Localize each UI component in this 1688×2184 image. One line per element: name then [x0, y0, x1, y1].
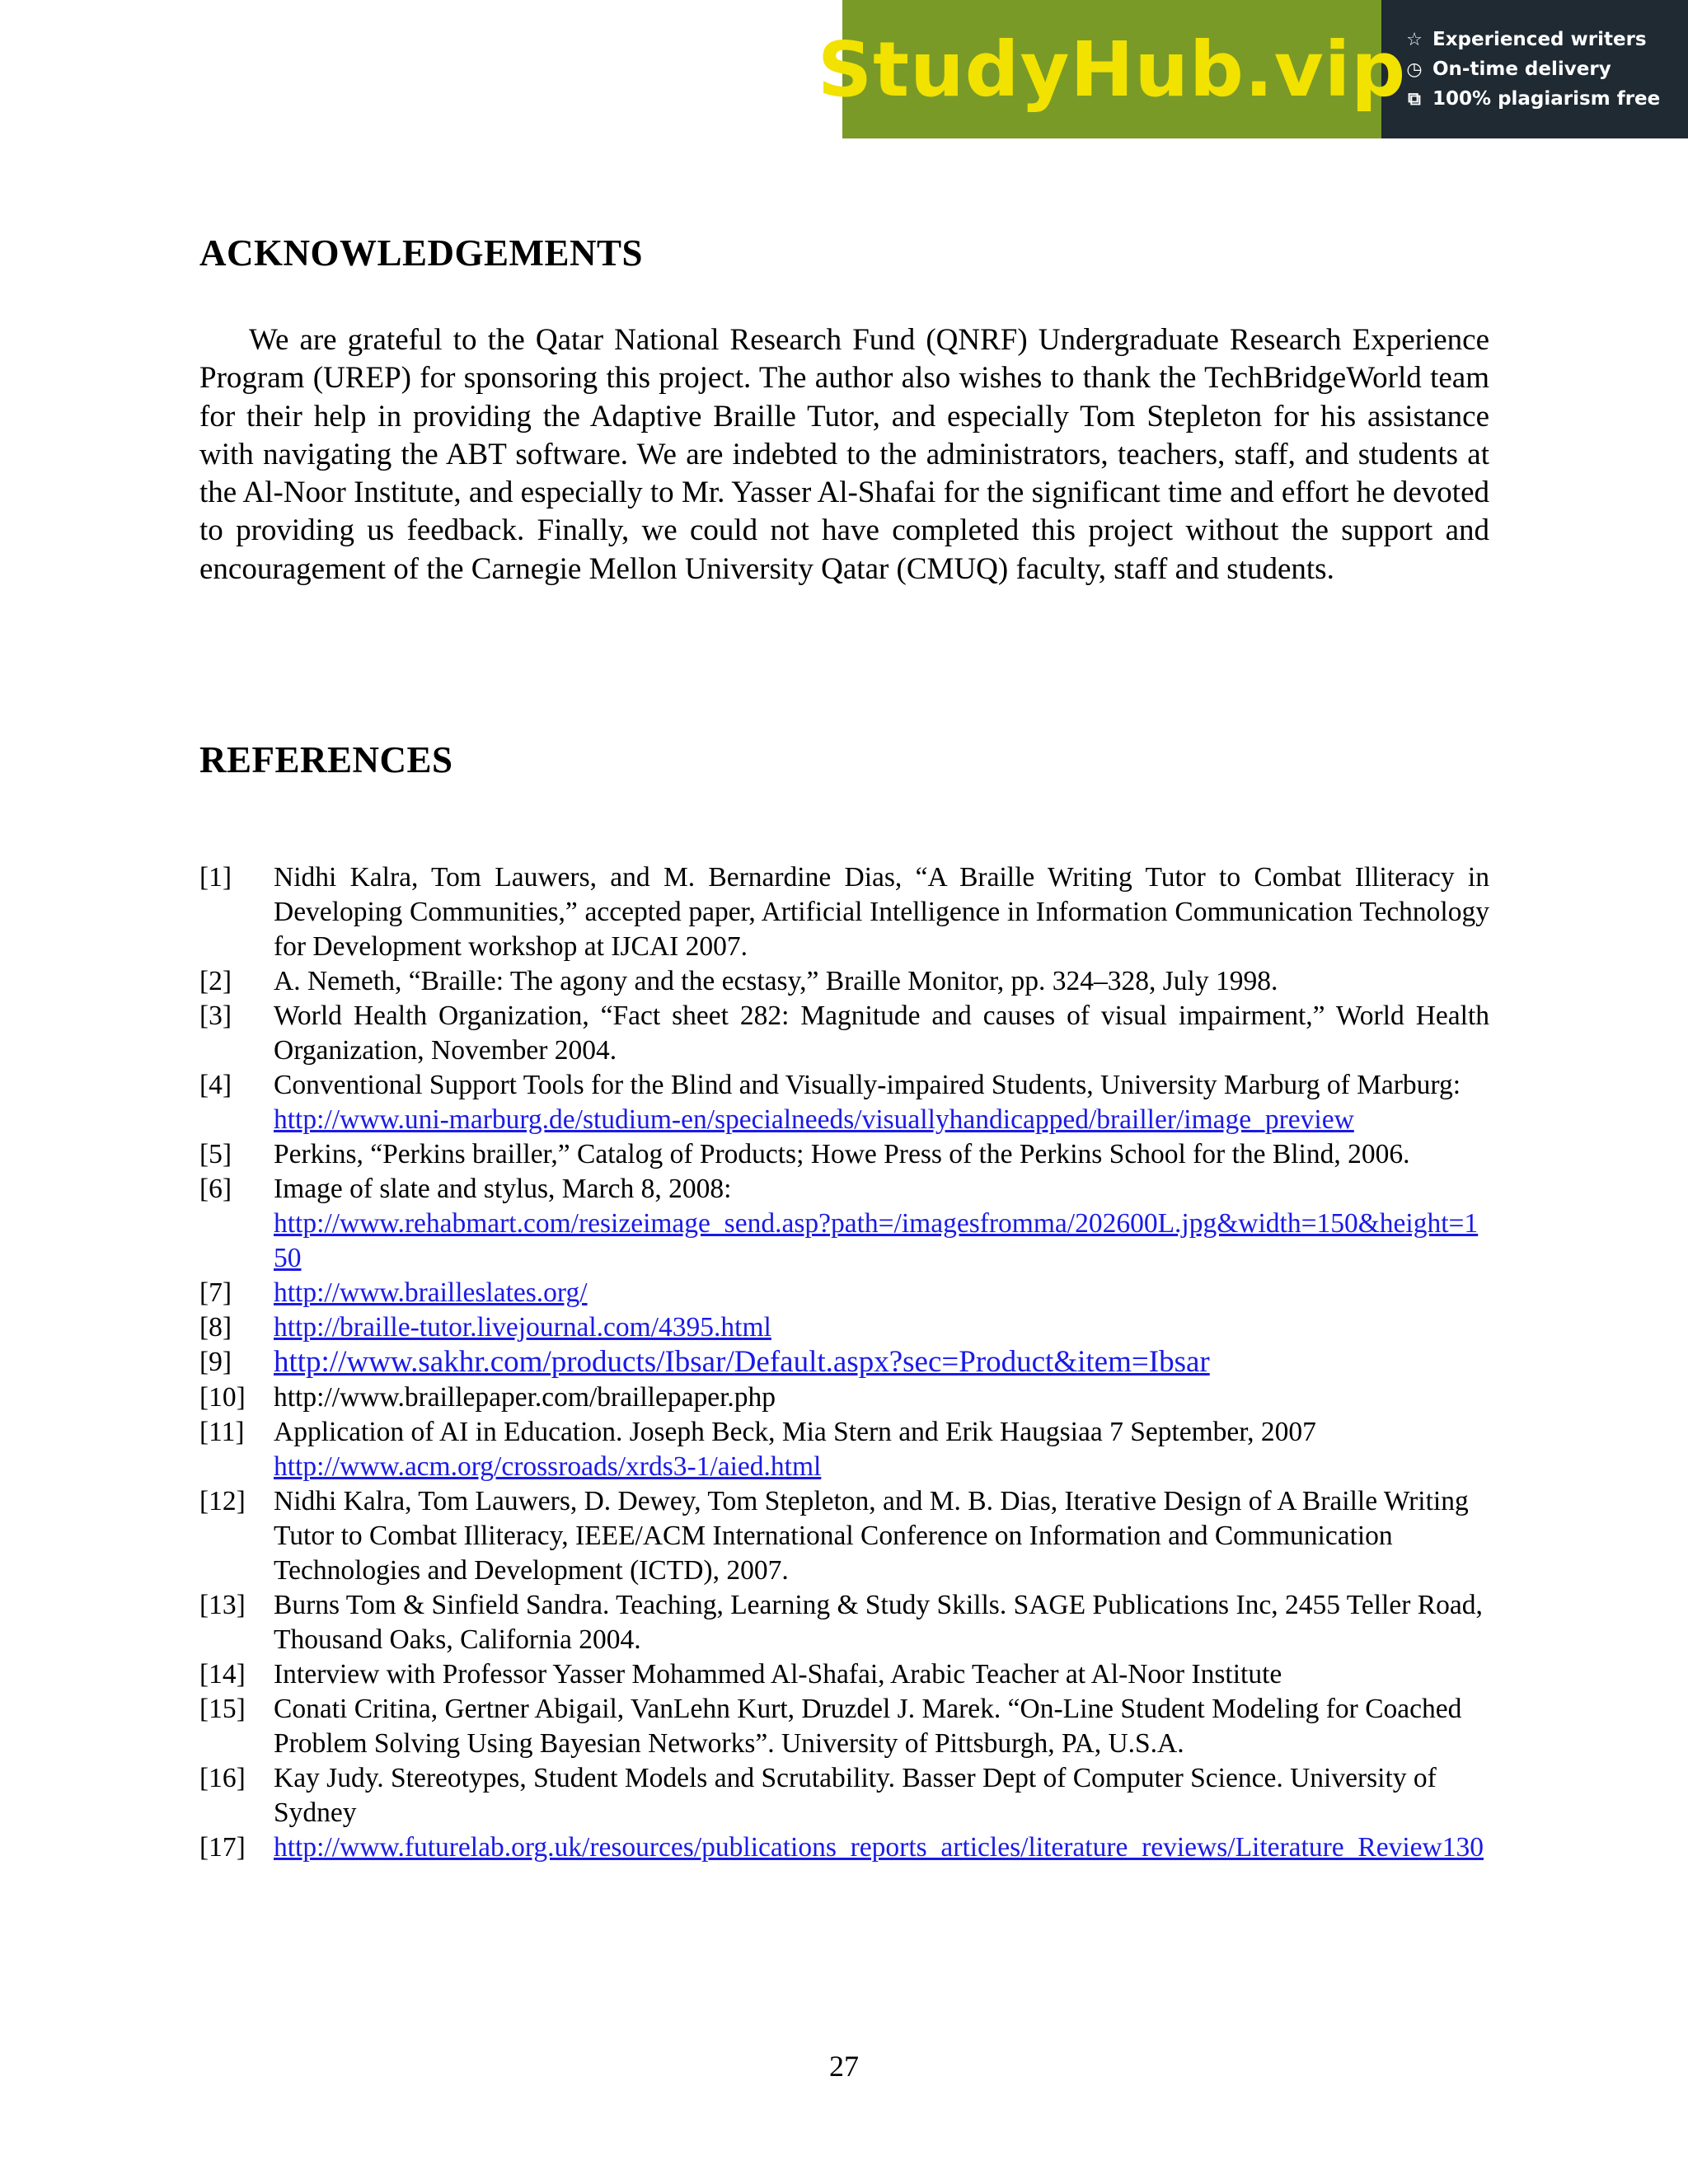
- reference-item: [199, 1172, 1489, 1276]
- reference-number: [7]: [199, 1277, 232, 1308]
- feature-plagiarism-free: [1404, 88, 1688, 110]
- reference-text: Conati Critina, Gertner Abigail, VanLehn Kurt, Druzdel J. Marek. “On-Line Student Modeling for Coached Problem Solving Using Bayesian Networks”. University of Pittsburgh, PA, U.S.A.: [274, 1694, 1462, 1759]
- reference-text: Nidhi Kalra, Tom Lauwers, D. Dewey, Tom Stepleton, and M. B. Dias, Iterative Design of A Braille Writing Tutor to Combat Illiteracy, IEEE/ACM International Conference on Information and Communication Technologies and Development (ICTD), 2007.: [274, 1486, 1469, 1586]
- reference-text: A. Nemeth, “Braille: The agony and the ecstasy,” Braille Monitor, pp. 324–328, July 1998.: [274, 966, 1278, 996]
- reference-item: [199, 860, 1489, 964]
- page-number: 27: [829, 2050, 859, 2083]
- reference-number: [5]: [199, 1139, 232, 1169]
- feature-label: On-time delivery: [1432, 59, 1611, 80]
- banner-feature-list: [1381, 0, 1688, 138]
- reference-link[interactable]: http://www.futurelab.org.uk/resources/publications_reports_articles/literature_reviews/Literature_Review130: [274, 1832, 1484, 1863]
- reference-text: Image of slate and stylus, March 8, 2008:: [274, 1174, 732, 1204]
- reference-link[interactable]: http://www.sakhr.com/products/Ibsar/Default.aspx?sec=Product&item=Ibsar: [274, 1345, 1210, 1379]
- reference-text: Interview with Professor Yasser Mohammed Al-Shafai, Arabic Teacher at Al-Noor Institute: [274, 1659, 1282, 1690]
- reference-text: http://www.braillepaper.com/braillepaper.php: [274, 1382, 776, 1413]
- reference-number: [13]: [199, 1590, 246, 1620]
- studyhub-banner[interactable]: [817, 0, 1688, 138]
- copy-icon: ⧉: [1408, 88, 1421, 110]
- reference-number: [14]: [199, 1659, 246, 1690]
- reference-number: [17]: [199, 1832, 246, 1863]
- star-icon: ☆: [1406, 29, 1423, 50]
- reference-text: Application of AI in Education. Joseph Beck, Mia Stern and Erik Haugsiaa 7 September, 2007: [274, 1417, 1316, 1447]
- banner-brand-panel: [817, 0, 1407, 138]
- reference-item: [199, 1761, 1489, 1830]
- reference-text: World Health Organization, “Fact sheet 282: Magnitude and causes of visual impairment,” World Health Organization, November 2004.: [274, 1001, 1489, 1066]
- reference-number: [11]: [199, 1417, 245, 1447]
- reference-item: [199, 1137, 1489, 1172]
- reference-text: Perkins, “Perkins brailler,” Catalog of Products; Howe Press of the Perkins School for the Blind, 2006.: [274, 1139, 1410, 1169]
- reference-number: [15]: [199, 1694, 246, 1724]
- reference-text: Kay Judy. Stereotypes, Student Models and Scrutability. Basser Dept of Computer Science. University of Sydney: [274, 1763, 1437, 1828]
- feature-label: Experienced writers: [1432, 29, 1647, 50]
- reference-item: [199, 1310, 1489, 1345]
- reference-text: Nidhi Kalra, Tom Lauwers, and M. Bernardine Dias, “A Braille Writing Tutor to Combat Illiteracy in Developing Communities,” accepted paper, Artificial Intelligence in Information Communication Technology for Development workshop at IJCAI 2007.: [274, 862, 1489, 962]
- reference-number: [1]: [199, 862, 232, 893]
- reference-link[interactable]: http://www.brailleslates.org/: [274, 1277, 588, 1308]
- references-heading: REFERENCES: [199, 739, 453, 780]
- reference-number: [6]: [199, 1174, 232, 1204]
- studyhub-logo: StudyHub.vip: [817, 25, 1407, 114]
- reference-text: Burns Tom & Sinfield Sandra. Teaching, Learning & Study Skills. SAGE Publications Inc, 2455 Teller Road, Thousand Oaks, California 2004.: [274, 1590, 1483, 1655]
- reference-item: [199, 1068, 1489, 1137]
- acknowledgements-body: We are grateful to the Qatar National Research Fund (QNRF) Undergraduate Research Experience Program (UREP) for sponsoring this project. The author also wishes to thank the TechBridgeWorld team for their help in providing the Adaptive Braille Tutor, and especially Tom Stepleton for his assistance with navigating the ABT software. We are indebted to the administrators, teachers, staff, and students at the Al-Noor Institute, and especially to Mr. Yasser Al-Shafai for the significant time and effort he devoted to providing us feedback. Finally, we could not have completed this project without the support and encouragement of the Carnegie Mellon University Qatar (CMUQ) faculty, staff and students.: [199, 323, 1489, 586]
- reference-item: [199, 1830, 1489, 1865]
- reference-number: [8]: [199, 1312, 232, 1343]
- reference-item: [199, 1657, 1489, 1692]
- reference-number: [9]: [199, 1347, 232, 1377]
- reference-number: [16]: [199, 1763, 246, 1793]
- feature-experienced-writers: [1404, 29, 1688, 50]
- reference-item: [199, 1380, 1489, 1415]
- reference-link[interactable]: http://www.uni-marburg.de/studium-en/specialneeds/visuallyhandicapped/brailler/image_preview: [274, 1104, 1354, 1135]
- reference-number: [2]: [199, 966, 232, 996]
- reference-number: [10]: [199, 1382, 246, 1413]
- feature-on-time-delivery: [1404, 59, 1688, 80]
- reference-text: Conventional Support Tools for the Blind and Visually-impaired Students, University Marburg of Marburg:: [274, 1070, 1461, 1100]
- reference-number: [12]: [199, 1486, 246, 1516]
- reference-item: [199, 1484, 1489, 1588]
- reference-item: [199, 1588, 1489, 1657]
- reference-item: [199, 964, 1489, 999]
- clock-icon: ◷: [1406, 59, 1423, 80]
- acknowledgements-heading: ACKNOWLEDGEMENTS: [199, 232, 644, 274]
- feature-label: 100% plagiarism free: [1432, 88, 1661, 110]
- reference-link[interactable]: http://www.rehabmart.com/resizeimage_send.asp?path=/imagesfromma/202600L.jpg&width=150&height=150: [274, 1208, 1479, 1273]
- reference-item: [199, 1692, 1489, 1761]
- reference-link[interactable]: http://www.acm.org/crossroads/xrds3-1/aied.html: [274, 1451, 822, 1482]
- reference-item: [199, 1276, 1489, 1310]
- reference-item: [199, 999, 1489, 1068]
- reference-list: [199, 860, 1489, 1865]
- reference-number: [4]: [199, 1070, 232, 1100]
- reference-link[interactable]: http://braille-tutor.livejournal.com/4395.html: [274, 1312, 771, 1343]
- reference-item: [199, 1345, 1489, 1380]
- reference-item: [199, 1415, 1489, 1484]
- reference-number: [3]: [199, 1001, 232, 1031]
